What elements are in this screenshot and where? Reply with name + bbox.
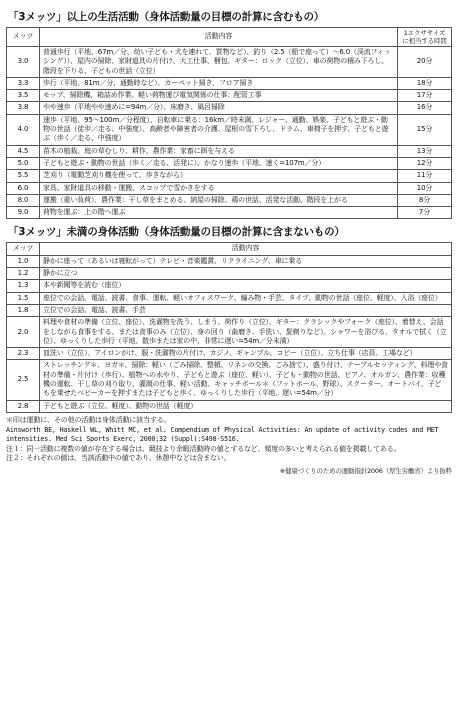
mets-value: 1.8 [7, 304, 40, 316]
table-row [7, 145, 452, 157]
exercise-minutes: 8分 [398, 194, 452, 206]
activity-text: 運搬（重い負荷）、農作業：干し草をまとめる、納屋の掃除、鶏の世話、活発な活動、階段を上がる [40, 194, 398, 206]
mets-value: 2.5 [7, 360, 40, 400]
mets-value: 1.5 [7, 292, 40, 304]
exercise-minutes: 10分 [398, 182, 452, 194]
activity-text: 静かに立つ [40, 268, 452, 280]
exercise-minutes: 16分 [398, 102, 452, 114]
table1-header-mets: メッツ [7, 28, 40, 47]
activity-text: モップ、掃除機、箱詰め作業、軽い荷物運び電気関係の仕事：配管工事 [40, 90, 398, 102]
activity-text: 家具、家財道具の移動・運搬、スコップで雪かきをする [40, 182, 398, 194]
table2-body [7, 255, 452, 412]
table2-header-activity: 活動内容 [40, 243, 452, 255]
activity-text: 皿洗い（立位）、アイロンがけ、服・洗濯物の片付け、カジノ、ギャンブル、コピー（立位）、立ち仕事（店員、工場など） [40, 348, 452, 360]
mets-value: 5.0 [7, 157, 40, 169]
table2-title: 「3メッツ」未満の身体活動（身体活動量の目標の計算に含まないもの） [8, 226, 345, 239]
activity-text: 料理や食材の準備（立位、座位）、洗濯物を洗う、しまう、荷作り（立位）、ギター：クラシックやフォーク（座位）、着替え、会話をしながら食事をする、または食事のみ（立位）、身の回り（歯磨き、手洗い、髭剃りなど）、シャワーを浴びる、タオルで拭く（立位）、ゆっくりした歩行（平地、散歩または家の中、非常に遅い=54m／分未満） [40, 317, 452, 348]
table-row [7, 292, 452, 304]
note-2: 注２：それぞれの値は、当該活動中の値であり、休憩中などは含まない。 [6, 454, 231, 463]
mets-value: 3.8 [7, 102, 40, 114]
table1 [6, 27, 452, 219]
activity-text: 速歩（平地、95～100m／分程度）、自転車に乗る：16km／時未満、レジャー、通勤、娯楽、子どもと遊ぶ・動物の世話（徒歩／走る、中強度）、高齢者や障害者の介護、屋根の雪下ろし、ドラム、車椅子を押す、子どもと遊ぶ（歩く／走る、中強度） [40, 114, 398, 145]
activity-text: ストレッチング＊、ヨガ＊、掃除：軽い（ごみ掃除、整頓、リネンの交換、ごみ捨て）、盛り付け、テーブルセッティング、料理や食材の準備・片付け（歩行）、植物への水やり、子どもと遊ぶ（座位、軽い）、子ども・動物の世話、ピアノ、オルガン、農作業：収穫機の運転、干し草の刈り取り、灌漑の仕事、軽い活動、キャッチボール＊（フットボール、野球）、スクーター、オートバイ、子どもを乗せたベビーカーを押すまたは子どもと歩く、ゆっくりした歩行（平地、遅い=54m／分） [40, 360, 452, 400]
table1-header-minutes: 1エクササイズに相当する時間 [398, 28, 452, 47]
table-row [7, 114, 452, 145]
table2-header-mets: メッツ [7, 243, 40, 255]
table2 [6, 242, 452, 412]
mets-value: 1.3 [7, 280, 40, 292]
activity-text: 苗木の植栽、庭の草むしり、耕作、農作業：家畜に餌を与える [40, 145, 398, 157]
star-note: ＊印は運動に、その他の活動は身体活動に該当する。 [6, 415, 171, 424]
table-row [7, 400, 452, 412]
table-row [7, 280, 452, 292]
table1-title: 「3メッツ」以上の生活活動（身体活動量の目標の計算に含むもの） [8, 11, 325, 23]
table-row [7, 348, 452, 360]
mets-value: 2.3 [7, 348, 40, 360]
exercise-minutes: 15分 [398, 114, 452, 145]
activity-text: 本や新聞等を読む（座位） [40, 280, 452, 292]
mets-value: 4.5 [7, 145, 40, 157]
mets-value: 4.0 [7, 114, 40, 145]
table-row [7, 317, 452, 348]
table1-body [7, 47, 452, 219]
table-row [7, 102, 452, 114]
exercise-minutes: 11分 [398, 170, 452, 182]
note-1: 注１：同一活動に複数の値が存在する場合は、競技より余暇活動時の値とするなど、頻度の多いと考えられる値を掲載してある。 [6, 444, 401, 453]
mets-value: 5.5 [7, 170, 40, 182]
exercise-minutes: 13分 [398, 145, 452, 157]
source-note: ※健康づくりのための運動指針2006（厚生労働省）より抜粋 [279, 466, 452, 475]
activity-text: 座位での会話、電話、読書、食事、運転、軽いオフィスワーク、編み物・手芸、タイプ、動物の世話（座位、軽度）、入浴（座位） [40, 292, 452, 304]
mets-value: 2.0 [7, 317, 40, 348]
activity-text: 静かに座って（あるいは寝転がって）テレビ・音楽鑑賞、リクライニング、車に乗る [40, 255, 452, 267]
mets-value: 1.0 [7, 255, 40, 267]
table-row [7, 182, 452, 194]
exercise-minutes: 20分 [398, 47, 452, 78]
activity-text: 歩行（平地、81m／分、通勤時など）、カーペット掃き、フロア掃き [40, 77, 398, 89]
table-row [7, 194, 452, 206]
mets-value: 2.8 [7, 400, 40, 412]
table-row [7, 207, 452, 219]
activity-text: 普通歩行（平地、67m／分、幼い子ども・犬を連れて、買物など）、釣り（2.5（船で座って）～6.0（渓流フィッシング））、屋内の掃除、家財道具の片付け、大工仕事、梱包、ギター：ロック（立位）、車の荷物の積み下ろし、階段を下りる、子どもの世話（立位） [40, 47, 398, 78]
mets-value: 9.0 [7, 207, 40, 219]
activity-text: 子どもと遊ぶ・動物の世話（歩く／走る、活発に）、かなり速歩（平地、速く=107m／分） [40, 157, 398, 169]
activity-text: 立位での会話、電話、読書、手芸 [40, 304, 452, 316]
table-row [7, 77, 452, 89]
table-row [7, 157, 452, 169]
mets-value: 6.0 [7, 182, 40, 194]
table-row [7, 90, 452, 102]
mets-value: 3.3 [7, 77, 40, 89]
mets-value: 1.2 [7, 268, 40, 280]
table-row [7, 304, 452, 316]
notes [6, 416, 452, 464]
exercise-minutes: 18分 [398, 77, 452, 89]
table-row [7, 47, 452, 78]
table2-header-row [7, 243, 452, 255]
activity-text: やや速歩（平地やや速めに=94m／分）、床磨き、風呂掃除 [40, 102, 398, 114]
activity-text: 子どもと遊ぶ（立位、軽度）、動物の世話（軽度） [40, 400, 452, 412]
table-row [7, 255, 452, 267]
mets-value: 8.0 [7, 194, 40, 206]
activity-text: 芝刈り（電動芝刈り機を使って、歩きながら） [40, 170, 398, 182]
mets-value: 3.5 [7, 90, 40, 102]
table-row [7, 268, 452, 280]
activity-text: 荷物を運ぶ：上の階へ運ぶ [40, 207, 398, 219]
exercise-minutes: 7分 [398, 207, 452, 219]
table-row [7, 360, 452, 400]
reference: Ainsworth BE, Haskell WL, Whitt MC, et al. Compendium of Physical Activities: An update of activity codes and MET intensities. Med Sci Sports Exerc, 2000;32 (Suppl):S498-S516. [6, 425, 439, 444]
table1-header-activity: 活動内容 [40, 28, 398, 47]
exercise-minutes: 17分 [398, 90, 452, 102]
table-row [7, 170, 452, 182]
mets-value: 3.0 [7, 47, 40, 78]
exercise-minutes: 12分 [398, 157, 452, 169]
table1-header-row [7, 28, 452, 47]
